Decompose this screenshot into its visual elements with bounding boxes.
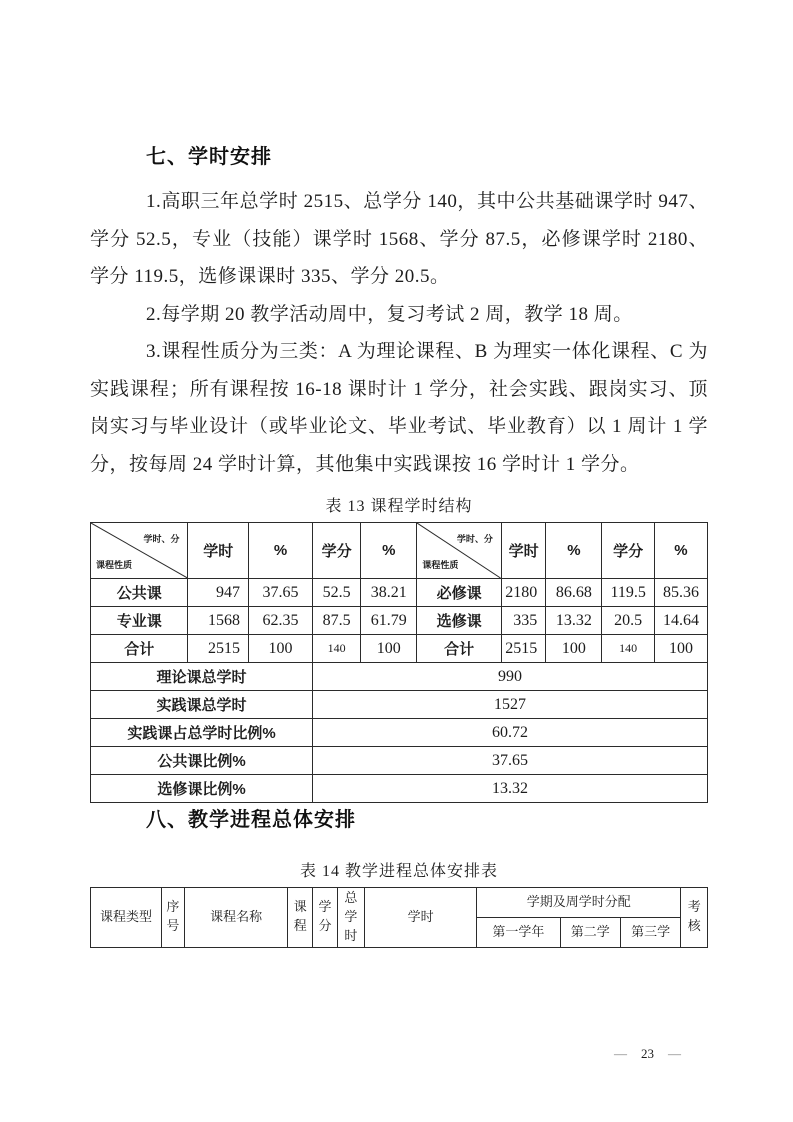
header-seq-no: 序号 <box>161 888 184 948</box>
column-header-percent: % <box>248 523 312 579</box>
header-year-3: 第三学 <box>620 917 680 947</box>
table-cell: 335 <box>501 607 545 635</box>
table-cell: 140 <box>313 635 361 663</box>
column-header-credits: 学分 <box>602 523 654 579</box>
header-year-2: 第二学 <box>560 917 620 947</box>
diagonal-top-label: 学时、分 <box>456 534 493 544</box>
summary-label: 理论课总学时 <box>91 663 313 691</box>
page-number-dash-left: — <box>614 1046 627 1061</box>
table-cell: 2515 <box>501 635 545 663</box>
summary-row <box>91 719 708 747</box>
header-year-1: 第一学年 <box>477 917 560 947</box>
table-cell: 14.64 <box>654 607 707 635</box>
table-cell: 1568 <box>188 607 248 635</box>
table-cell: 140 <box>602 635 654 663</box>
diagonal-bottom-label: 课程性质 <box>96 560 133 570</box>
summary-value: 13.32 <box>313 775 708 803</box>
table-cell: 37.65 <box>248 579 312 607</box>
page-number-dash-right: — <box>668 1046 681 1061</box>
table-cell: 87.5 <box>313 607 361 635</box>
column-header-credits: 学分 <box>313 523 361 579</box>
table-cell: 100 <box>654 635 707 663</box>
summary-value: 990 <box>313 663 708 691</box>
table-cell: 52.5 <box>313 579 361 607</box>
diagonal-header-cell <box>417 523 502 579</box>
row-label: 合计 <box>91 635 188 663</box>
row-label: 公共课 <box>91 579 188 607</box>
column-header-hours: 学时 <box>501 523 545 579</box>
header-assessment: 考核 <box>681 888 708 948</box>
table-cell: 119.5 <box>602 579 654 607</box>
table-13-header-row <box>91 523 708 579</box>
summary-value: 1527 <box>313 691 708 719</box>
section-8-heading: 八、教学进程总体安排 <box>146 809 356 831</box>
header-total-hours: 总学时 <box>337 888 364 948</box>
summary-value: 60.72 <box>313 719 708 747</box>
diagonal-header-cell <box>91 523 188 579</box>
table-cell: 38.21 <box>361 579 417 607</box>
summary-row <box>91 747 708 775</box>
summary-label: 实践课占总学时比例% <box>91 719 313 747</box>
summary-label: 实践课总学时 <box>91 691 313 719</box>
header-course-type: 课程类型 <box>91 888 162 948</box>
summary-label: 选修课比例% <box>91 775 313 803</box>
table-14 <box>90 887 708 948</box>
table-cell: 20.5 <box>602 607 654 635</box>
table-cell: 100 <box>546 635 602 663</box>
header-semester-group: 学期及周学时分配 <box>477 888 681 918</box>
column-header-percent: % <box>654 523 707 579</box>
table-total-row <box>91 635 708 663</box>
table-cell: 947 <box>188 579 248 607</box>
paragraph-3: 3.课程性质分为三类：A 为理论课程、B 为理实一体化课程、C 为实践课程；所有课程按 16-18 课时计 1 学分，社会实践、跟岗实习、顶岗实习与毕业设计（或毕业论文、毕业考试、毕业教育）以 1 周计 1 学分，按每周 24 学时计算，其他集中实践课按 16 学时计 1 学分。 <box>90 341 708 475</box>
table-row <box>91 607 708 635</box>
table-cell: 2515 <box>188 635 248 663</box>
column-header-percent: % <box>361 523 417 579</box>
page-number <box>614 1046 681 1062</box>
diagonal-top-label: 学时、分 <box>143 534 180 544</box>
page-content <box>90 140 708 948</box>
table-cell: 86.68 <box>546 579 602 607</box>
summary-row <box>91 775 708 803</box>
header-course: 课程 <box>288 888 313 948</box>
row-label: 必修课 <box>417 579 502 607</box>
table-cell: 85.36 <box>654 579 707 607</box>
table-13 <box>90 522 708 803</box>
row-label: 专业课 <box>91 607 188 635</box>
table-14-caption: 表 14 教学进程总体安排表 <box>299 863 498 880</box>
column-header-percent: % <box>546 523 602 579</box>
table-13-caption: 表 13 课程学时结构 <box>325 498 473 515</box>
diagonal-bottom-label: 课程性质 <box>422 560 459 570</box>
column-header-hours: 学时 <box>188 523 248 579</box>
header-course-name: 课程名称 <box>184 888 288 948</box>
table-cell: 2180 <box>501 579 545 607</box>
table-14-header-row-1 <box>91 888 708 918</box>
table-cell: 100 <box>248 635 312 663</box>
page-number-value: 23 <box>641 1046 654 1061</box>
section-7-heading: 七、学时安排 <box>146 146 272 168</box>
row-label: 选修课 <box>417 607 502 635</box>
paragraph-1: 1.高职三年总学时 2515、总学分 140，其中公共基础课学时 947、学分 52.5，专业（技能）课学时 1568、学分 87.5，必修课学时 2180、学分 119.5，选修课课时 335、学分 20.5。 <box>90 191 708 287</box>
row-label: 合计 <box>417 635 502 663</box>
summary-label: 公共课比例% <box>91 747 313 775</box>
table-row <box>91 579 708 607</box>
table-cell: 13.32 <box>546 607 602 635</box>
summary-value: 37.65 <box>313 747 708 775</box>
paragraph-2: 2.每学期 20 教学活动周中，复习考试 2 周，教学 18 周。 <box>146 303 633 325</box>
header-credit: 学分 <box>313 888 338 948</box>
summary-row <box>91 691 708 719</box>
table-cell: 62.35 <box>248 607 312 635</box>
summary-row <box>91 663 708 691</box>
table-cell: 61.79 <box>361 607 417 635</box>
table-cell: 100 <box>361 635 417 663</box>
header-hours: 学时 <box>364 888 476 948</box>
